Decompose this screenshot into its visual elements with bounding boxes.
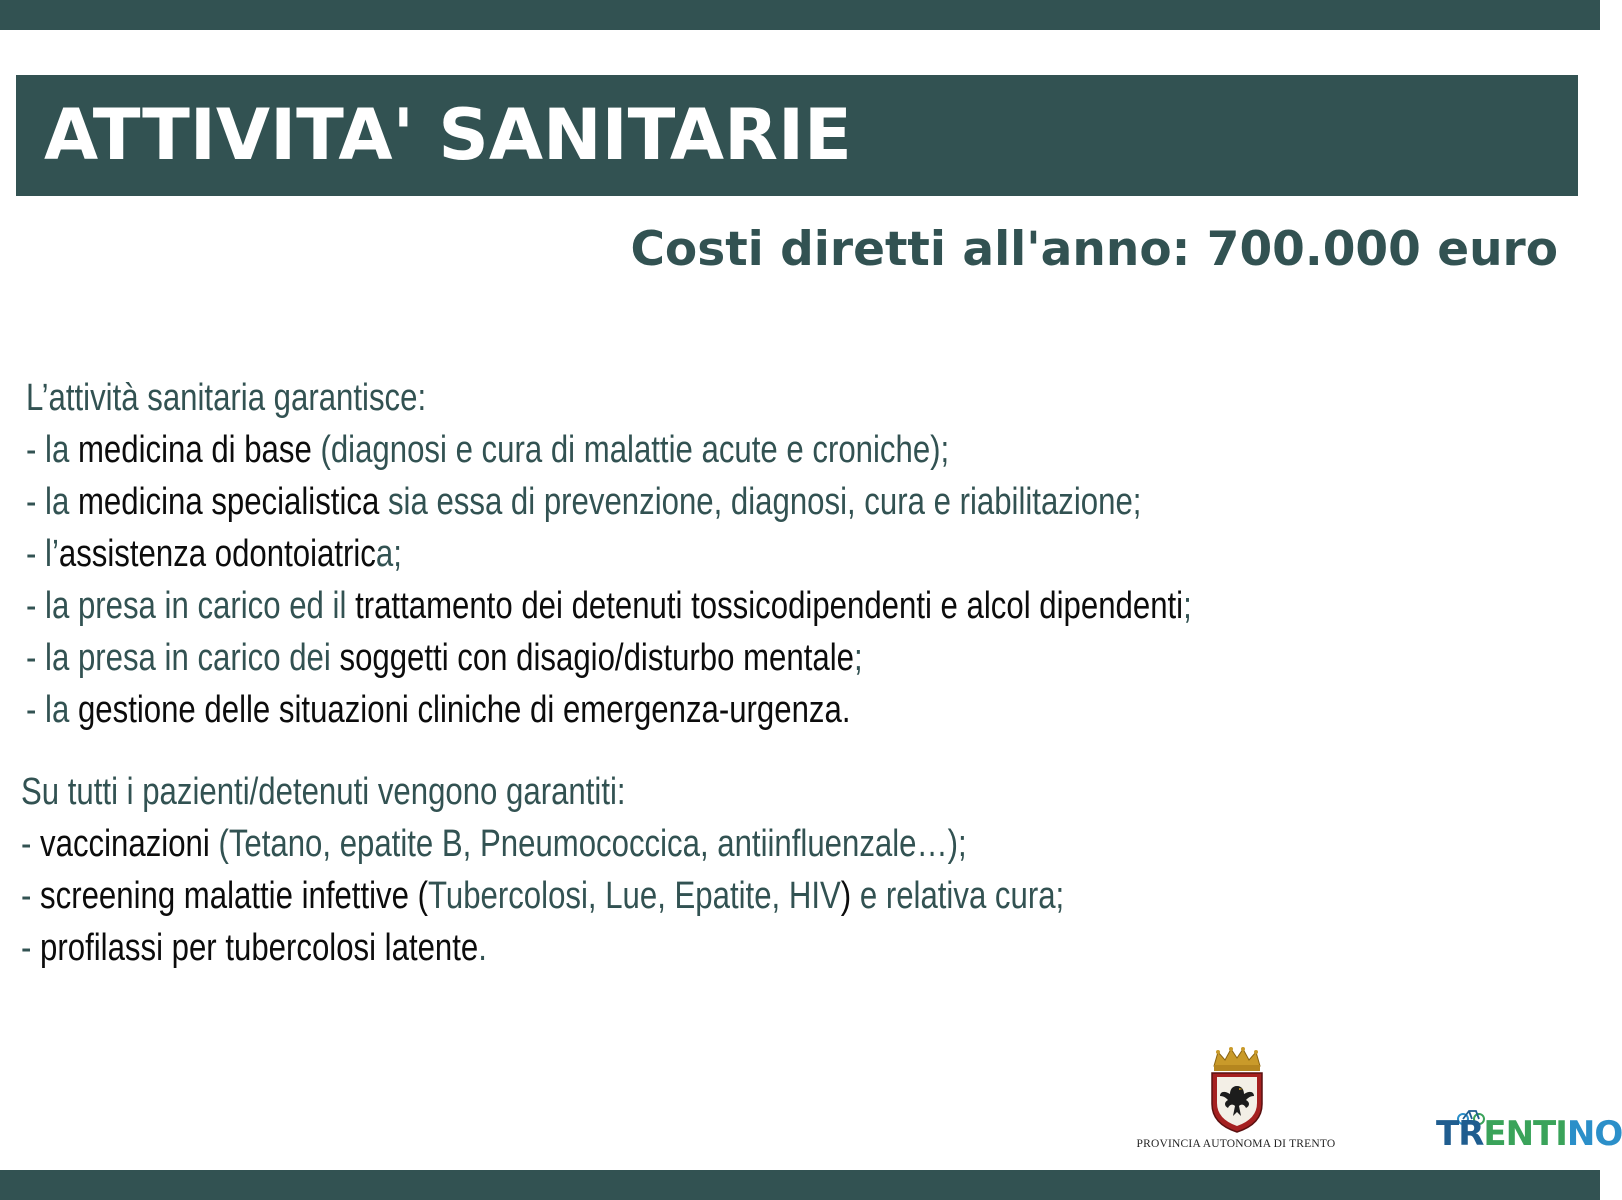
list-item (21, 870, 1251, 922)
list-item-segment: (Tetano, epatite B, Pneumococcica, antiinfluenzale…); (218, 823, 967, 865)
list-item-segment: Tubercolosi, Lue, Epatite, HIV (427, 875, 841, 917)
section2-list (21, 818, 1251, 974)
trentino-logo-part-3: NO (1566, 1114, 1622, 1154)
list-item-segment: medicina specialistica (77, 481, 388, 523)
section2-intro: Su tutti i pazienti/detenuti vengono garantiti: (21, 771, 626, 813)
section1-intro: L’attività sanitaria garantisce: (26, 377, 427, 419)
list-item (26, 476, 1256, 528)
list-item-segment: sia essa di prevenzione, diagnosi, cura e riabilitazione; (387, 481, 1142, 523)
trentino-logo-part-2: ENTI (1483, 1114, 1567, 1154)
list-item (26, 580, 1256, 632)
list-item-segment: trattamento dei detenuti tossicodipendenti e alcol dipendenti (355, 585, 1184, 627)
provincia-logo (1136, 1046, 1336, 1156)
trentino-logo-part-1: TR (1436, 1114, 1484, 1154)
section-pazienti (21, 766, 1251, 974)
list-item-segment: - la (26, 429, 78, 471)
title-banner (16, 75, 1578, 196)
list-item-segment: - l’ (26, 533, 59, 575)
list-item (21, 818, 1251, 870)
section1-list (26, 424, 1256, 736)
annual-cost: Costi diretti all'anno: 700.000 euro (630, 222, 1558, 277)
eagle-shield-crown-icon (1208, 1046, 1266, 1134)
list-item-segment: vaccinazioni (40, 823, 219, 865)
list-item-segment: ; (1183, 585, 1192, 627)
list-item-segment: gestione delle situazioni cliniche di emergenza-urgenza. (77, 689, 851, 731)
bottom-bar (0, 1170, 1600, 1200)
list-item-segment: profilassi per tubercolosi latente (40, 927, 479, 969)
list-item-segment: - (21, 823, 41, 865)
list-item-segment: ; (853, 637, 863, 679)
list-item-segment: screening malattie infettive ( (40, 875, 428, 917)
top-bar (0, 0, 1600, 30)
list-item (26, 632, 1256, 684)
list-item-segment: - la presa in carico dei (26, 637, 340, 679)
list-item-segment: ) (840, 875, 860, 917)
list-item-segment: assistenza odontoiatric (58, 533, 376, 575)
list-item-segment: soggetti con disagio/disturbo mentale (339, 637, 854, 679)
page-title: ATTIVITA' SANITARIE (44, 94, 852, 176)
list-item-segment: e relativa cura; (859, 875, 1065, 917)
list-item-segment: - (21, 927, 41, 969)
list-item (26, 424, 1256, 476)
list-item-segment: - (21, 875, 41, 917)
list-item (21, 922, 1251, 974)
list-item-segment: - la presa in carico ed il (26, 585, 356, 627)
list-item-segment: (diagnosi e cura di malattie acute e croniche); (320, 429, 950, 471)
section-attivita-sanitaria (26, 372, 1256, 736)
provincia-name: PROVINCIA AUTONOMA DI TRENTO (1136, 1138, 1336, 1150)
list-item-segment: medicina di base (77, 429, 321, 471)
list-item-segment: . (478, 927, 487, 969)
list-item-segment: - la (26, 481, 78, 523)
list-item-segment: a; (375, 533, 402, 575)
list-item-segment: - la (26, 689, 78, 731)
list-item (26, 684, 1256, 736)
list-item (26, 528, 1256, 580)
trentino-logo (1436, 1108, 1622, 1158)
